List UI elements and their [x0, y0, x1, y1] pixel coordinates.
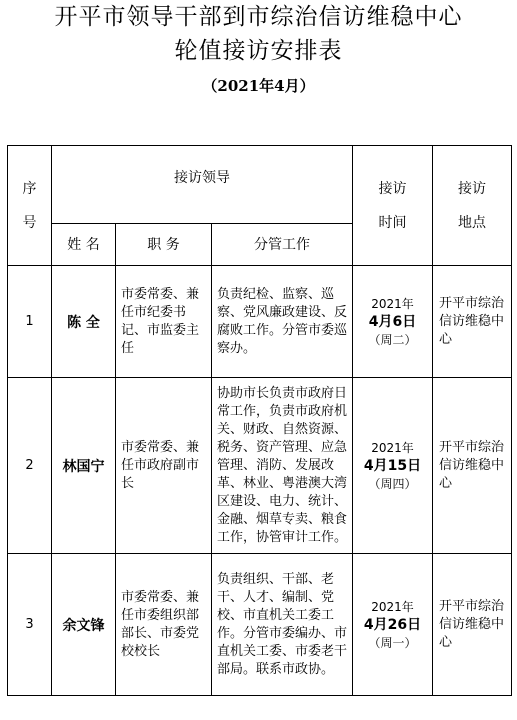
header-seq: 序号: [8, 146, 52, 266]
schedule-table: [7, 145, 512, 696]
header-leader-group: 接访领导: [52, 146, 353, 224]
row-name: 林国宁: [52, 378, 116, 554]
row-seq: 2: [8, 378, 52, 554]
header-name: 姓 名: [52, 224, 116, 266]
row-year: 2021年: [371, 440, 414, 455]
table-row: [8, 554, 512, 696]
row-time: [353, 378, 433, 554]
row-date: 4月15日: [363, 457, 422, 474]
row-duties: 协助市长负责市政府日常工作，负责市政府机关、财政、自然资源、税务、资产管理、应急管理、消防、发展改革、林业、粤港澳大湾区建设、电力、统计、金融、烟草专卖、粮食工作，协管审计工作。: [212, 378, 353, 554]
document-title-line2: 轮值接访安排表: [174, 38, 343, 64]
row-weekday: （周二）: [368, 332, 417, 347]
row-date: 4月26日: [363, 616, 422, 633]
row-position: 市委常委、兼任市委组织部部长、市委党校校长: [116, 554, 212, 696]
row-name: 余文锋: [52, 554, 116, 696]
header-position: 职 务: [116, 224, 212, 266]
row-place: 开平市综治信访维稳中心: [433, 378, 512, 554]
row-weekday: （周一）: [368, 635, 417, 650]
header-duties: 分管工作: [212, 224, 353, 266]
row-date: 4月6日: [368, 313, 417, 330]
row-place: 开平市综治信访维稳中心: [433, 266, 512, 378]
row-time: [353, 266, 433, 378]
row-position: 市委常委、兼任市政府副市长: [116, 378, 212, 554]
row-seq: 1: [8, 266, 52, 378]
header-row: [8, 146, 512, 224]
row-year: 2021年: [371, 296, 414, 311]
table-row: [8, 378, 512, 554]
document-title-line1: 开平市领导干部到市综治信访维稳中心: [54, 4, 463, 30]
table-row: [8, 266, 512, 378]
row-name: 陈 全: [52, 266, 116, 378]
row-duties: 负责纪检、监察、巡察、党风廉政建设、反腐败工作。分管市委巡察办。: [212, 266, 353, 378]
row-weekday: （周四）: [368, 476, 417, 491]
row-time: [353, 554, 433, 696]
document-subtitle: （2021年4月）: [202, 77, 315, 95]
header-time: 接访时间: [353, 146, 433, 266]
row-duties: 负责组织、干部、老干、人才、编制、党校、市直机关工委工作。分管市委编办、市直机关工委、市委老干部局。联系市政协。: [212, 554, 353, 696]
row-year: 2021年: [371, 599, 414, 614]
header-place: 接访地点: [433, 146, 512, 266]
row-position: 市委常委、兼任市纪委书记、市监委主任: [116, 266, 212, 378]
row-place: 开平市综治信访维稳中心: [433, 554, 512, 696]
row-seq: 3: [8, 554, 52, 696]
